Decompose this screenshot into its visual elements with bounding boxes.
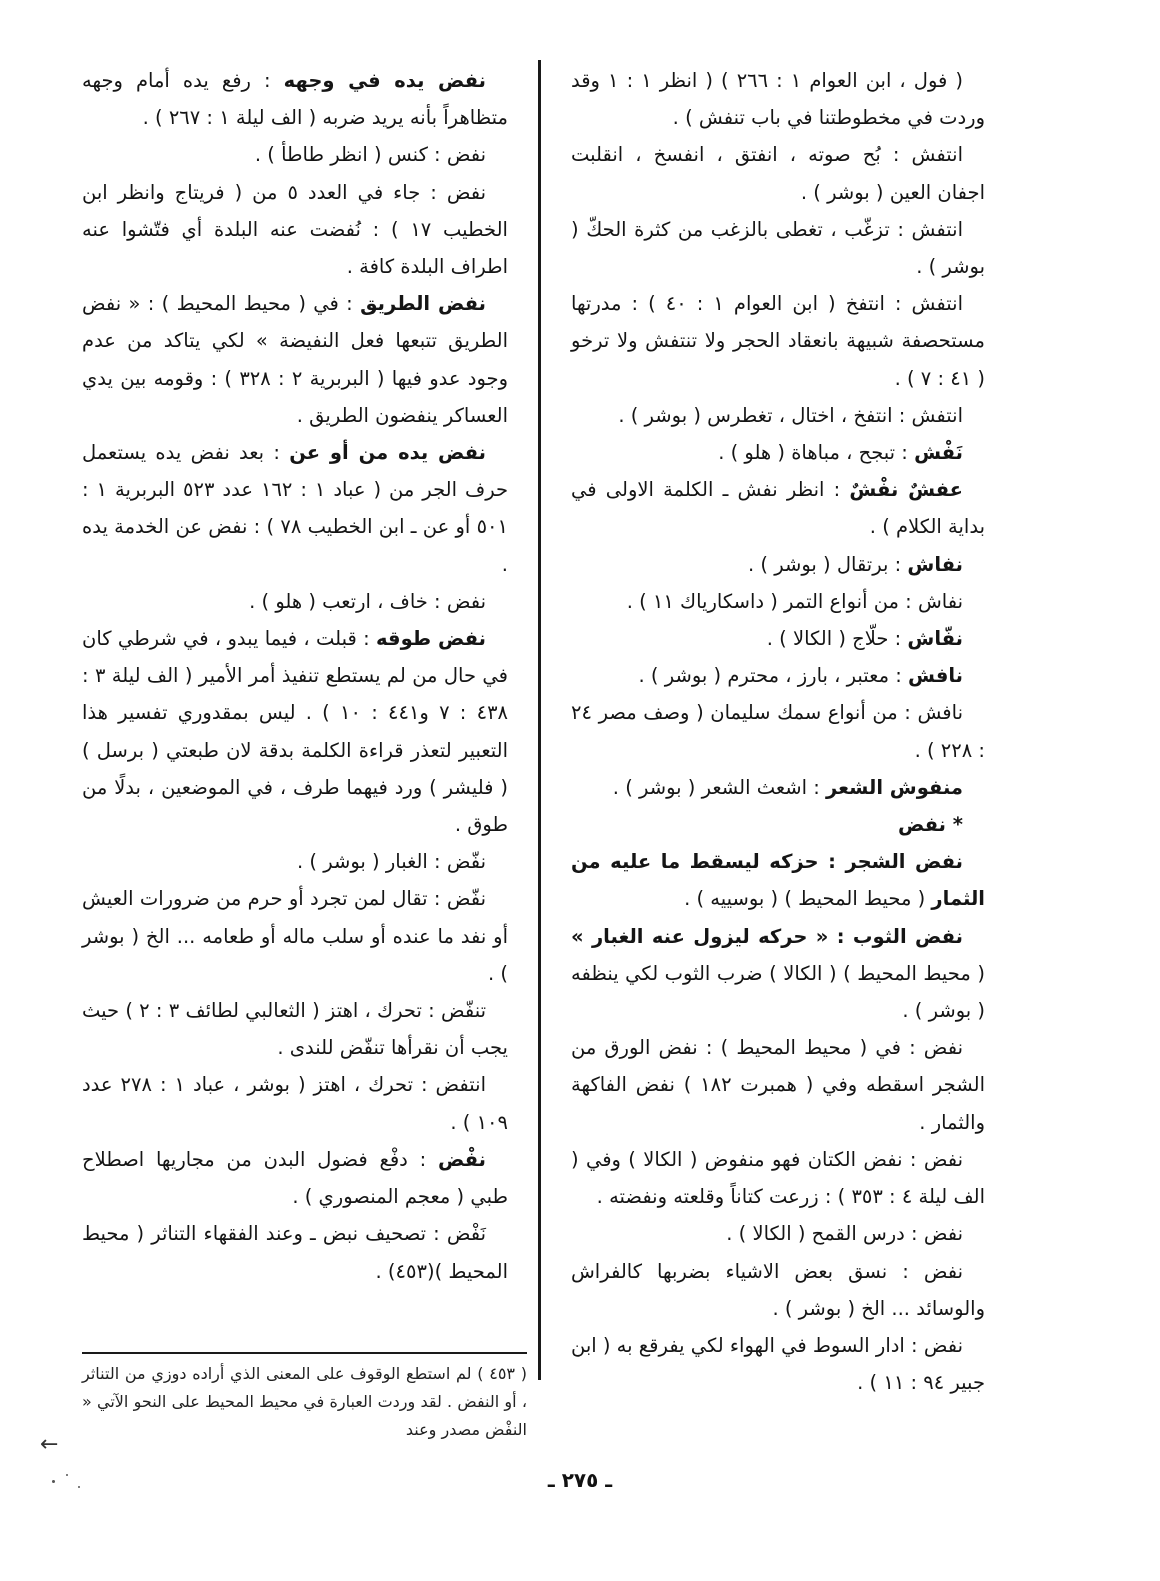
entry-definition: نَفْض : تصحيف نبض ـ وعند الفقهاء التناثر ( محيط المحيط )(٤٥٣) . <box>82 1222 508 1283</box>
entry-definition: ( محيط المحيط ) ( الكالا ) ضرب الثوب لكي ينظفه ( بوشر ) . <box>571 961 985 1023</box>
dictionary-entry <box>571 1215 985 1252</box>
dictionary-entry <box>82 880 508 992</box>
entry-headword: نفض الطريق <box>360 292 486 316</box>
entry-headword: عفشٌ نفْشٌ <box>849 478 963 502</box>
dictionary-entry <box>82 1141 508 1215</box>
entry-definition: : معتبر ، بارز ، محترم ( بوشر ) . <box>638 664 909 688</box>
entry-headword: نفض الثوب : « حركه ليزول عنه الغبار » <box>571 924 963 948</box>
entry-headword: منفوش الشعر <box>826 775 963 799</box>
entry-definition: نفّض : تقال لمن تجرد أو حرم من ضرورات العيش أو نفد ما عنده أو سلب ماله أو طعامه ... الخ ( بوشر ) . <box>82 887 508 985</box>
dictionary-entry <box>82 1066 508 1140</box>
entry-headword: نفّاش <box>907 627 963 651</box>
dictionary-entry <box>82 62 508 136</box>
dictionary-entry <box>82 174 508 286</box>
entry-headword: نفْض <box>438 1147 486 1171</box>
dictionary-entry <box>571 546 985 583</box>
scan-speck <box>52 1480 55 1483</box>
dictionary-entry <box>82 843 508 880</box>
entry-headword: نفض يده من أو عن <box>289 441 486 465</box>
entry-definition: : برتقال ( بوشر ) . <box>748 552 908 576</box>
entry-definition: نفض : ادار السوط في الهواء لكي يفرقع به ( ابن جبير ٩٤ : ١١ ) . <box>570 1333 985 1395</box>
entry-definition: : رفع يده أمام وجهه متظاهراً بأنه يريد ضربه ( الف ليلة ١ : ٢٦٧ ) . <box>82 69 508 130</box>
entry-definition: : حلّاج ( الكالا ) . <box>766 627 908 651</box>
left-column <box>82 62 508 1290</box>
dictionary-entry <box>571 620 985 657</box>
dictionary-entry <box>571 1141 985 1215</box>
dictionary-entry <box>571 211 985 285</box>
entry-headword: * نفض <box>898 813 963 837</box>
right-column <box>571 62 985 1401</box>
dictionary-entry <box>82 434 508 583</box>
dictionary-entry <box>571 918 985 1030</box>
entry-headword: نفض طوقه <box>375 627 486 651</box>
dictionary-entry <box>82 1215 508 1289</box>
dictionary-entry <box>571 694 985 768</box>
entry-headword: نَفْش <box>914 441 963 465</box>
dictionary-entry <box>571 136 985 210</box>
arrow-left-icon: ← <box>40 1432 59 1457</box>
entry-definition: ( محيط المحيط ) ( بوسييه ) . <box>684 887 932 911</box>
scan-speck <box>78 1486 80 1488</box>
entry-definition: : في ( محيط المحيط ) : « نفض الطريق تتبعها فعل النفيضة » لكي يتاكد من عدم وجود عدو فيها ( البربرية ٢ : ٣٢٨ ) : وقومه بين يدي العساكر ينفضون الطريق . <box>82 292 508 427</box>
dictionary-entry <box>571 434 985 471</box>
entry-definition: نفض : درس القمح ( الكالا ) . <box>726 1222 963 1246</box>
page-number: ـ ٢٧٥ ـ <box>547 1468 613 1492</box>
dictionary-entry <box>571 397 985 434</box>
entry-definition: انتفش : تزغّب ، تغطى بالزغب من كثرة الحكّ ( بوشر ) . <box>571 217 985 279</box>
dictionary-entry <box>571 62 985 136</box>
dictionary-entry <box>571 1327 985 1401</box>
entry-definition: : اشعث الشعر ( بوشر ) . <box>612 775 827 799</box>
dictionary-entry <box>571 843 985 917</box>
dictionary-entry <box>571 1029 985 1141</box>
dictionary-entry <box>571 583 985 620</box>
dictionary-entry <box>571 657 985 694</box>
entry-definition: : تبجح ، مباهاة ( هلو ) . <box>718 441 915 465</box>
entry-definition: نفض : في ( محيط المحيط ) : نفض الورق من الشجر اسقطه وفي ( همبرت ١٨٢ ) نفض الفاكهة والثمار . <box>571 1036 985 1134</box>
entry-headword: نفاش <box>907 552 963 576</box>
entry-definition: نفّض : الغبار ( بوشر ) . <box>297 850 486 874</box>
entry-headword: نفض الشجر : حزكه ليسقط ما عليه من الثمار <box>571 850 985 911</box>
dictionary-entry <box>82 992 508 1066</box>
entry-definition: نفض : كنس ( انظر طاطأ ) . <box>254 143 486 167</box>
entry-definition: انتفش : انتفخ ، اختال ، تغطرس ( بوشر ) . <box>618 403 963 427</box>
entry-headword: نفض يده في وجهه <box>283 69 487 92</box>
dictionary-entry <box>82 583 508 620</box>
entry-definition: انتفش : انتفخ ( ابن العوام ١ : ٤٠ ) : مدرتها مستحصفة شبيهة بانعقاد الحجر ولا تنتفش ولا ترخو ( ٤١ : ٧ ) . <box>571 292 985 390</box>
entry-definition: نفض : نفض الكتان فهو منفوض ( الكالا ) وفي ( الف ليلة ٤ : ٣٥٣ ) : زرعت كتاناً وقلعته ونفضته . <box>571 1147 985 1209</box>
entry-definition: نفض : جاء في العدد ٥ من ( فريتاج وانظر ابن الخطيب ١٧ ) : نُفضت عنه البلدة أي فتّشوا عنه اطراف البلدة كافة . <box>82 180 508 279</box>
entry-definition: انتفض : تحرك ، اهتز ( بوشر ، عباد ١ : ٢٧٨ عدد ١٠٩ ) . <box>82 1073 508 1134</box>
column-divider <box>538 60 541 1380</box>
entry-definition: : انظر نفش ـ الكلمة الاولى في بداية الكلام ) . <box>571 478 985 539</box>
entry-definition: نافش : من أنواع سمك سليمان ( وصف مصر ٢٤ : ٢٢٨ ) . <box>571 701 985 762</box>
entry-definition: : بعد نفض يده يستعمل حرف الجر من ( عباد ١ : ١٦٢ عدد ٥٢٣ البربرية ١ : ٥٠١ أو عن ـ ابن الخطيب ٧٨ ) : نفض عن الخدمة يده . <box>82 441 509 576</box>
dictionary-entry <box>571 285 985 397</box>
scan-speck <box>66 1474 68 1476</box>
dictionary-entry <box>82 136 508 173</box>
section-heading <box>571 806 985 843</box>
entry-definition: ( فول ، ابن العوام ١ : ٢٦٦ ) ( انظر ١ : ١ وقد وردت في مخطوطتنا في باب تنفش ) . <box>571 69 985 130</box>
entry-definition: : دفْع فضول البدن من مجاريها اصطلاح طبي ( معجم المنصوري ) . <box>82 1147 508 1209</box>
dictionary-entry <box>571 1253 985 1327</box>
footnote-rule <box>82 1352 527 1354</box>
entry-definition: نفاش : من أنواع التمر ( داسكارياك ١١ ) . <box>626 589 963 613</box>
dictionary-entry <box>571 471 985 545</box>
entry-definition: تنفّض : تحرك ، اهتز ( الثعالبي لطائف ٣ : ٢ ) حيث يجب أن نقرأها تنفّض للندى . <box>82 999 508 1060</box>
entry-definition: نفض : خاف ، ارتعب ( هلو ) . <box>249 589 486 613</box>
entry-definition: : قبلت ، فيما يبدو ، في شرطي كان في حال من لم يستطع تنفيذ أمر الأمير ( الف ليلة ٣ : ٤٣٨ : ٧ و٤٤١ : ١٠ ) . ليس بمقدوري تفسير هذا التعبير لتعذر قراءة الكلمة بدقة لان طبعتي ( برسل ) ( فليشر ) ورد فيهما طرف ، في الموضعين ، بدلًا من طوق . <box>82 627 509 837</box>
dictionary-entry <box>82 285 508 434</box>
entry-definition: انتفش : بُح صوته ، انفتق ، انفسخ ، انقلبت اجفان العين ( بوشر ) . <box>571 143 985 204</box>
footnote: ( ٤٥٣ ) لم استطع الوقوف على المعنى الذي أراده دوزي من التناثر ، أو النفض . لقد وردت العبارة في محيط المحيط على النحو الآتي « النفْض مصدر وعند <box>82 1364 527 1439</box>
entry-definition: نفض : نسق بعض الاشياء بضربها كالفراش والوسائد ... الخ ( بوشر ) . <box>571 1259 985 1320</box>
dictionary-entry <box>571 769 985 806</box>
dictionary-entry <box>82 620 508 843</box>
entry-headword: نافش <box>908 664 963 688</box>
